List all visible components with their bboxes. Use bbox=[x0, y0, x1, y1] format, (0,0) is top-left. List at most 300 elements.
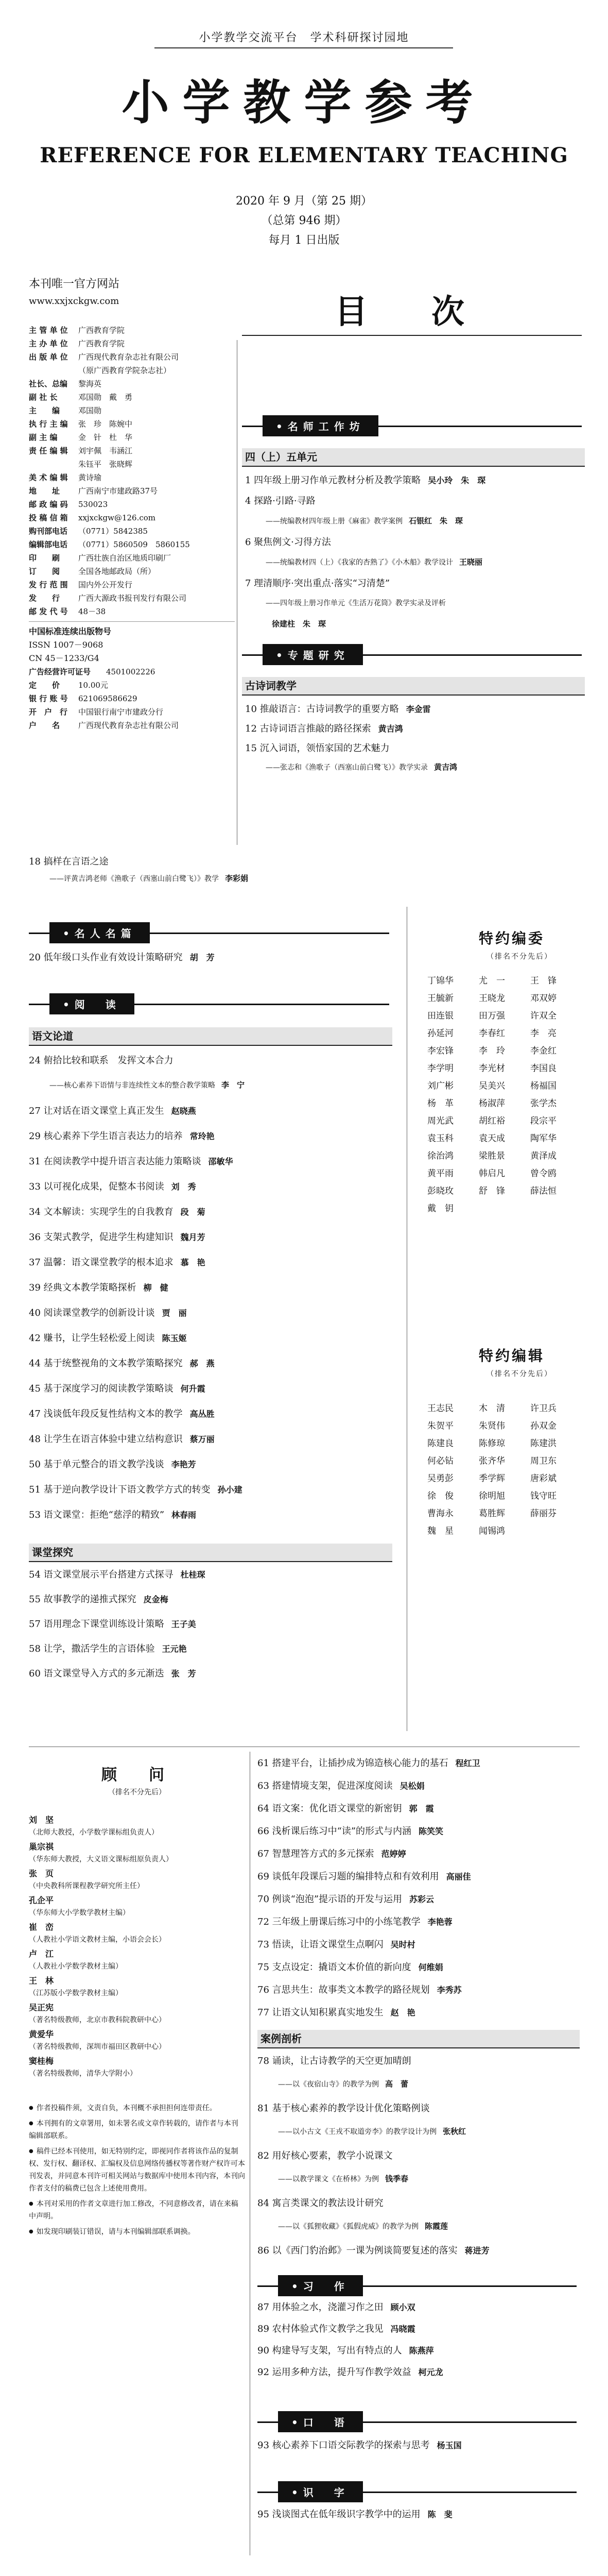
toc-item[interactable] bbox=[257, 1893, 434, 1906]
toc-item-title: 77 让语文认知积累真实地发生 bbox=[257, 2007, 384, 2018]
toc-item-author: 陈玉姬 bbox=[162, 1333, 187, 1343]
editor-name: 陈建良 bbox=[427, 1438, 454, 1449]
toc-item[interactable] bbox=[257, 1984, 462, 1997]
toc-item-title: 95 浅谈图式在低年级识字教学中的运用 bbox=[257, 2509, 421, 2520]
masthead-row bbox=[29, 404, 235, 417]
masthead-key: 责 任 编 辑 bbox=[29, 446, 68, 455]
masthead-row bbox=[29, 471, 235, 484]
toc-item-title: 63 搭建情境支架，促进深度阅读 bbox=[257, 1781, 393, 1791]
masthead-value: 张 珍 陈婉中 bbox=[78, 419, 133, 429]
bank-value: 621069586629 bbox=[78, 694, 137, 703]
toc-item[interactable] bbox=[29, 1458, 196, 1471]
toc-subtitle bbox=[49, 1079, 245, 1091]
masthead-row bbox=[29, 578, 235, 591]
bank-branch bbox=[29, 705, 235, 719]
toc-item-title: 60 语文课堂导入方式的多元渐迭 bbox=[29, 1668, 164, 1679]
editor-name: 田连银 bbox=[427, 1011, 454, 1021]
masthead-row bbox=[29, 417, 235, 431]
masthead-key: 发 行 范 围 bbox=[29, 580, 68, 589]
site-url[interactable]: www.xxjxckgw.com bbox=[29, 296, 119, 307]
editor-name: 杨福国 bbox=[530, 1081, 557, 1091]
toc-item[interactable] bbox=[257, 2197, 384, 2210]
editor-name: 王志民 bbox=[427, 1403, 454, 1414]
toc-item-title: 44 基于统整视角的文本教学策略探究 bbox=[29, 1358, 183, 1369]
toc-subtitle bbox=[278, 2078, 408, 2090]
toc-item-author: 陈笑笑 bbox=[419, 1826, 444, 1836]
masthead-key: 主 办 单 位 bbox=[29, 339, 68, 348]
editor-name: 梁胜景 bbox=[479, 1151, 505, 1161]
masthead-row bbox=[29, 484, 235, 498]
masthead-row bbox=[29, 551, 235, 565]
toc-item[interactable] bbox=[257, 1916, 453, 1929]
editor-name: 尤 一 bbox=[479, 976, 505, 986]
editor-name: 张齐华 bbox=[479, 1456, 505, 1466]
advisor-name: 巢宗祺 bbox=[29, 1842, 54, 1852]
toc-subtitle bbox=[266, 618, 326, 630]
toc-item-title: 66 浅析课后练习中“读”的形式与内涵 bbox=[257, 1826, 412, 1837]
sub-case-analysis: 案例剖析 bbox=[257, 2030, 580, 2048]
masthead-key: 主 管 单 位 bbox=[29, 326, 68, 335]
toc-item-author: 黄吉鸿 bbox=[434, 762, 458, 772]
toc-item-title: 37 温馨：语文课堂教学的根本追求 bbox=[29, 1257, 173, 1268]
editor-name: 季学辉 bbox=[479, 1473, 505, 1484]
cn-number: CN 45－1233/G4 bbox=[29, 653, 99, 663]
header-rule bbox=[154, 47, 453, 48]
masthead-key: 编辑部电话 bbox=[29, 540, 68, 549]
toc-item-title: 75 支点设定：撬语文本价值的新向度 bbox=[257, 1962, 411, 1973]
toc-item-author: 张秋红 bbox=[443, 2127, 466, 2136]
toc-item[interactable] bbox=[245, 703, 431, 716]
editor-name: 曹海永 bbox=[427, 1509, 454, 1519]
toc-item-author: 李 宁 bbox=[221, 1080, 245, 1090]
toc-item[interactable] bbox=[257, 2439, 462, 2452]
toc-item[interactable] bbox=[257, 1802, 434, 1816]
masthead-value: 广西南宁市建政路37号 bbox=[78, 486, 158, 496]
toc-item-author: 张 芳 bbox=[171, 1669, 196, 1679]
toc-item[interactable] bbox=[29, 1642, 187, 1656]
masthead-value: 全国各地邮政局（所） bbox=[78, 567, 156, 576]
banner-label: • 名师工作坊 bbox=[263, 415, 378, 436]
toc-subtitle bbox=[278, 2126, 466, 2138]
toc-item-author: 柯元龙 bbox=[418, 2367, 443, 2377]
editor-name: 李宏锋 bbox=[427, 1046, 454, 1056]
toc-item-title: 45 基于深度学习的阅读教学策略谈 bbox=[29, 1383, 173, 1394]
masthead-value: 朱钰平 张晓辉 bbox=[78, 460, 133, 469]
toc-item-author: 徐建柱 朱 琛 bbox=[272, 619, 326, 629]
toc-subtitle bbox=[266, 761, 457, 773]
toc-item[interactable] bbox=[257, 1825, 443, 1838]
masthead-row bbox=[29, 511, 235, 524]
toc-item-title: 82 用好核心要素，教学小说课文 bbox=[257, 2150, 393, 2161]
toc-subtitle-text: ——张志和《渔歌子（西塞山前白鹭飞）》教学实录 bbox=[266, 764, 428, 772]
editor-name: 张学杰 bbox=[530, 1098, 557, 1109]
masthead-value: 邓国勋 bbox=[78, 406, 102, 415]
toc-item-author: 郭 霞 bbox=[409, 1804, 434, 1814]
sub-poetry: 古诗词教学 bbox=[242, 677, 585, 696]
toc-item[interactable] bbox=[257, 1757, 480, 1770]
masthead-value: 530023 bbox=[78, 500, 108, 509]
toc-item[interactable] bbox=[257, 1961, 443, 1974]
toc-subtitle bbox=[278, 2173, 408, 2185]
editor-name: 丁锦华 bbox=[427, 976, 454, 986]
toc-item[interactable] bbox=[29, 1105, 196, 1118]
toc-item-author: 石银红 朱 琛 bbox=[409, 516, 463, 526]
toc-item[interactable] bbox=[29, 1155, 233, 1168]
special-writers-title: 特约编辑 bbox=[479, 1347, 545, 1364]
account-key: 户 名 bbox=[29, 721, 60, 730]
magazine-title-cn: 小学教学参考 bbox=[121, 75, 487, 130]
masthead-key: 社长、总编 bbox=[29, 379, 68, 388]
toc-item-author: 李艳蓉 bbox=[427, 1917, 453, 1927]
toc-item[interactable] bbox=[257, 2323, 415, 2336]
ad-license-value: 4501002226 bbox=[106, 667, 155, 676]
masthead-row bbox=[29, 391, 235, 404]
issue-date: 2020 年 9 月（第 25 期） bbox=[236, 195, 372, 208]
toc-item[interactable] bbox=[257, 2366, 443, 2379]
toc-item[interactable] bbox=[257, 2508, 453, 2521]
toc-item-title: 70 例谈“泡泡”提示语的开发与运用 bbox=[257, 1894, 403, 1905]
advisors-list bbox=[29, 1814, 245, 2081]
toc-item-title: 48 让学生在语言体验中建立结构意识 bbox=[29, 1434, 183, 1445]
banner-writing bbox=[257, 2275, 577, 2296]
toc-item[interactable] bbox=[257, 2149, 393, 2163]
banner-famous bbox=[29, 922, 389, 943]
masthead-row bbox=[29, 498, 235, 511]
toc-item[interactable] bbox=[29, 1357, 215, 1370]
masthead-value: 刘宇佩 韦涵江 bbox=[78, 446, 133, 455]
branch-key: 开 户 行 bbox=[29, 707, 68, 717]
toc-item[interactable] bbox=[29, 1332, 187, 1345]
banner-label: • 专题研究 bbox=[263, 644, 363, 665]
toc-item-title: 67 智慧理答方式的多元探索 bbox=[257, 1849, 374, 1859]
toc-subtitle-text: ——核心素养下语情与非连续性文本的整合教学策略 bbox=[49, 1081, 215, 1090]
advisor-role: （华东师大小学数学教材主编） bbox=[29, 1909, 130, 1917]
editor-name: 黄平雨 bbox=[427, 1168, 454, 1179]
toc-item-title: 10 推敲语言：古诗词教学的重要方略 bbox=[245, 704, 399, 715]
advisor-name: 吴正宪 bbox=[29, 2003, 54, 2012]
toc-item[interactable] bbox=[257, 1780, 425, 1793]
toc-item-author: 杜桂琛 bbox=[180, 1570, 205, 1580]
notice-item: ● 作者投稿件须，文责自负，本刊概不承担担何连带责任。 bbox=[29, 2102, 245, 2114]
magazine-title-en: REFERENCE FOR ELEMENTARY TEACHING bbox=[40, 143, 568, 167]
bank-account bbox=[29, 692, 235, 705]
masthead-value: 广西教育学院 bbox=[78, 339, 125, 348]
toc-item-author: 李秀苏 bbox=[437, 1985, 462, 1995]
toc-item-title: 33 以可视化成果，促整本书阅读 bbox=[29, 1181, 164, 1192]
notice-item: ● 本刊对采用的作者文章进行加工修改，不同意修改者，请在来稿中声明。 bbox=[29, 2198, 245, 2223]
editor-name: 舒 锋 bbox=[479, 1186, 505, 1196]
editor-name: 葛胜辉 bbox=[479, 1509, 505, 1519]
toc-item[interactable] bbox=[29, 855, 109, 869]
toc-item[interactable] bbox=[245, 474, 485, 487]
toc-item-title: 53 语文课堂：拒绝“慈浮的精致” bbox=[29, 1510, 165, 1520]
toc-item[interactable] bbox=[257, 1870, 471, 1884]
toc-item-title: 34 文本解读：实现学生的自我教育 bbox=[29, 1207, 173, 1217]
toc-item[interactable] bbox=[257, 1938, 415, 1952]
advisor-name: 黄爱华 bbox=[29, 2029, 54, 2039]
issue-info bbox=[0, 192, 608, 250]
toc-item-title: 20 低年级口头作业有效设计策略研究 bbox=[29, 952, 183, 963]
masthead-value: 广西教育学院 bbox=[78, 326, 125, 335]
toc-item-author: 林春雨 bbox=[171, 1510, 197, 1520]
editor-name: 周光武 bbox=[427, 1116, 454, 1126]
toc-item-title: 61 搭建平台，让插抄成为锦造核心能力的基石 bbox=[257, 1758, 448, 1769]
toc-item-author: 蔡万丽 bbox=[189, 1434, 215, 1444]
masthead-row bbox=[29, 350, 235, 364]
toc-item-title: 4 探路·引路·寻路 bbox=[245, 496, 316, 506]
toc-item-title: 76 言思共生：故事类文本教学的路径规划 bbox=[257, 1985, 430, 1995]
toc-item-author: 柳 健 bbox=[143, 1283, 168, 1293]
masthead-key: 邮 发 代 号 bbox=[29, 607, 68, 616]
toc-item-title: 7 理清顺序·突出重点·落实“习清楚” bbox=[245, 578, 390, 589]
banner-special-research bbox=[242, 644, 582, 665]
special-editors-title: 特约编委 bbox=[479, 930, 545, 947]
editor-name: 吴勇彭 bbox=[427, 1473, 454, 1484]
masthead-key: 主 编 bbox=[29, 406, 60, 415]
advisor-role: （著名特级教师，深圳市福田区教研中心） bbox=[29, 2043, 166, 2051]
editor-name: 徐明旭 bbox=[479, 1491, 505, 1501]
toc-item-author: 高丽佳 bbox=[446, 1872, 471, 1882]
sub-unit-five: 四（上）五单元 bbox=[242, 448, 585, 467]
toc-item[interactable] bbox=[29, 1618, 196, 1631]
masthead-key: 出 版 单 位 bbox=[29, 352, 68, 362]
toc-item[interactable] bbox=[29, 1667, 196, 1681]
toc-item[interactable] bbox=[257, 2301, 415, 2314]
toc-item[interactable] bbox=[257, 2102, 430, 2115]
advisors-title: 顾 问 bbox=[101, 1766, 172, 1784]
masthead-row bbox=[29, 524, 235, 538]
editor-name: 李金红 bbox=[530, 1046, 557, 1056]
toc-item-title: 54 语文课堂展示平台搭建方式探寻 bbox=[29, 1569, 173, 1580]
toc-item-title: 1 四年级上册习作单元教材分析及教学策略 bbox=[245, 475, 421, 486]
editor-name: 黄泽成 bbox=[530, 1151, 557, 1161]
tagline: 小学教学交流平台 学术科研探讨园地 bbox=[199, 31, 409, 44]
masthead-divider bbox=[29, 621, 235, 622]
toc-subtitle bbox=[266, 556, 482, 568]
advisor-role: （江苏版小学数学教材主编） bbox=[29, 1989, 123, 1997]
account-name bbox=[29, 719, 235, 732]
toc-item[interactable] bbox=[29, 951, 215, 964]
toc-item[interactable] bbox=[245, 577, 390, 590]
banner-oral bbox=[257, 2411, 577, 2432]
toc-item-title: 92 运用多种方法，提升写作教学效益 bbox=[257, 2367, 411, 2378]
masthead bbox=[29, 276, 235, 732]
editor-name: 徐 俊 bbox=[427, 1491, 454, 1501]
editor-name: 闻锡鸿 bbox=[479, 1526, 505, 1536]
toc-item[interactable] bbox=[245, 536, 331, 549]
toc-item[interactable] bbox=[29, 1054, 173, 1067]
masthead-value: xxjxckgw@126.com bbox=[78, 513, 156, 522]
toc-item[interactable] bbox=[29, 1231, 205, 1244]
advisor-role: （著名特级教师，北京市教科院教研中心） bbox=[29, 2016, 166, 2024]
editor-name: 李 玲 bbox=[479, 1046, 505, 1056]
masthead-row bbox=[29, 431, 235, 444]
toc-subtitle bbox=[266, 515, 463, 527]
advisor-role: （著名特级教师，清华大学附小） bbox=[29, 2070, 137, 2078]
toc-item-author: 胡 芳 bbox=[189, 953, 215, 962]
toc-item-author: 贾 丽 bbox=[162, 1308, 187, 1318]
masthead-row bbox=[29, 538, 235, 551]
editor-name: 许双全 bbox=[530, 1011, 557, 1021]
masthead-value: 黎海英 bbox=[78, 379, 102, 388]
toc-item[interactable] bbox=[29, 1307, 187, 1320]
toc-item-author: 慕 艳 bbox=[180, 1258, 205, 1267]
editor-name: 薛丽芬 bbox=[530, 1509, 557, 1519]
masthead-value: 黄诗瑜 bbox=[78, 473, 102, 482]
masthead-key: 美 术 编 辑 bbox=[29, 473, 68, 482]
advisor-name: 王 林 bbox=[29, 1976, 54, 1986]
toc-subtitle-text: ——以小古文《王戎不取道旁李》的教学设计为例 bbox=[278, 2128, 437, 2136]
masthead-row bbox=[29, 565, 235, 578]
editor-name: 杨淑萍 bbox=[479, 1098, 505, 1109]
toc-item[interactable] bbox=[29, 1130, 215, 1143]
toc-subtitle-text: ——以教学课文《在桥林》为例 bbox=[278, 2175, 379, 2183]
toc-item[interactable] bbox=[257, 1848, 406, 1861]
editor-name: 李光材 bbox=[479, 1063, 505, 1074]
toc-item-author: 赵 艳 bbox=[390, 2008, 415, 2018]
advisor-name: 张 页 bbox=[29, 1869, 54, 1878]
toc-item-title: 64 语文案：优化语文课堂的新密钥 bbox=[257, 1803, 402, 1814]
toc-item-title: 93 核心素养下口语交际教学的探索与思考 bbox=[257, 2440, 430, 2451]
toc-item-author: 孙小建 bbox=[217, 1485, 242, 1495]
toc-item[interactable] bbox=[257, 2006, 415, 2020]
advisor-name: 孔企平 bbox=[29, 1895, 54, 1905]
toc-item-author: 何维娟 bbox=[418, 1962, 443, 1972]
editor-name: 吴美兴 bbox=[479, 1081, 505, 1091]
editor-name: 田万强 bbox=[479, 1011, 505, 1021]
toc-item-author: 王元艳 bbox=[162, 1644, 187, 1654]
banner-label: • 名人名篇 bbox=[49, 922, 150, 943]
toc-item[interactable] bbox=[257, 2244, 490, 2258]
toc-item[interactable] bbox=[29, 1483, 242, 1497]
toc-item-title: 47 浅谈低年段反复性结构文本的教学 bbox=[29, 1409, 183, 1419]
editor-name: 王毓新 bbox=[427, 993, 454, 1004]
toc-item-title: 27 让对话在语文课堂上真正发生 bbox=[29, 1106, 164, 1116]
special-writers-names bbox=[427, 1401, 582, 1538]
masthead-value: 广西大源政书报刊发行有限公司 bbox=[78, 594, 187, 603]
banner-reading bbox=[29, 993, 389, 1014]
masthead-key: 购刊部电话 bbox=[29, 527, 68, 536]
toc-item-title: 78 诵读，让古诗教学的天空更加晴朗 bbox=[257, 2056, 411, 2066]
toc-item[interactable] bbox=[257, 2055, 411, 2068]
toc-item-title: 24 俯拾比较和联系 发挥文本合力 bbox=[29, 1055, 173, 1066]
advisors-note: （排名不分先后） bbox=[108, 1788, 166, 1797]
special-writers-note: （排名不分先后） bbox=[487, 1370, 552, 1378]
toc-subtitle-text: ——四年级上册习作单元《生活万花筒》教学实录及评析 bbox=[266, 599, 446, 607]
masthead-row bbox=[29, 377, 235, 391]
toc-item-title: 50 基于单元整合的语文教学浅谈 bbox=[29, 1459, 164, 1470]
toc-item-author: 邵敏华 bbox=[208, 1157, 233, 1166]
toc-item[interactable] bbox=[29, 1433, 215, 1446]
toc-item[interactable] bbox=[29, 1180, 196, 1194]
toc-item-author: 吴小玲 朱 琛 bbox=[428, 476, 486, 485]
toc-item[interactable] bbox=[29, 1509, 196, 1522]
toc-item-title: 55 故事教学的递推式探究 bbox=[29, 1594, 136, 1605]
toc-item-title: 6 聚焦例文·习得方法 bbox=[245, 537, 331, 548]
toc-item[interactable] bbox=[257, 2344, 434, 2358]
toc-item[interactable] bbox=[29, 1206, 205, 1219]
toc-item[interactable] bbox=[245, 495, 316, 508]
toc-subtitle-text: ——统编教材四年级上册《麻雀》教学案例 bbox=[266, 517, 403, 526]
toc-item-title: 73 悟读，让语文课堂生点啊闪 bbox=[257, 1939, 384, 1950]
toc-item[interactable] bbox=[245, 722, 403, 736]
masthead-key: 邮 政 编 码 bbox=[29, 500, 68, 509]
toc-item-author: 常玲艳 bbox=[189, 1131, 215, 1141]
masthead-key: 订 阅 bbox=[29, 567, 60, 576]
editor-name: 孙双金 bbox=[530, 1421, 557, 1431]
toc-item[interactable] bbox=[245, 742, 390, 755]
toc-item-title: 69 谈低年段课后习题的编排特点和有效利用 bbox=[257, 1871, 439, 1882]
price-value: 10.00元 bbox=[78, 681, 108, 690]
masthead-key bbox=[29, 364, 78, 377]
issn: ISSN 1007－9068 bbox=[29, 640, 103, 650]
toc-item-author: 冯晓霞 bbox=[390, 2324, 415, 2334]
notice-item: ● 本刊拥有的文章署用，如未署名或文章作转载的，请作者与本刊编辑部联系。 bbox=[29, 2117, 245, 2142]
toc-item-title: 90 构建导写支架，写出有特点的人 bbox=[257, 2345, 402, 2356]
toc-item[interactable] bbox=[29, 1281, 168, 1295]
masthead-row bbox=[29, 337, 235, 350]
masthead-row bbox=[29, 324, 235, 337]
editor-name: 何必钻 bbox=[427, 1456, 454, 1466]
special-editors-note: （排名不分先后） bbox=[487, 953, 552, 961]
advisor-name: 窦桂梅 bbox=[29, 2056, 54, 2066]
masthead-key: 地 址 bbox=[29, 486, 60, 496]
toc-item-author: 赵晓燕 bbox=[171, 1106, 196, 1116]
toc-item[interactable] bbox=[29, 1408, 215, 1421]
advisor-role: （人教社小学语文教材主编，小语会会长） bbox=[29, 1936, 166, 1944]
banner-label: • 阅 读 bbox=[49, 993, 134, 1014]
toc-item-author: 郝 燕 bbox=[189, 1359, 215, 1368]
ad-license-key: 广告经营许可证号 bbox=[29, 667, 91, 676]
toc-item-title: 15 沉入词语，领悟家国的艺术魅力 bbox=[245, 743, 390, 754]
issue-frequency: 每月 1 日出版 bbox=[268, 234, 340, 247]
advisor-name: 刘 坚 bbox=[29, 1815, 54, 1825]
editor-name: 徐治鸿 bbox=[427, 1151, 454, 1161]
toc-item-author: 段 菊 bbox=[180, 1207, 205, 1217]
masthead-value: 国内外公开发行 bbox=[78, 580, 133, 589]
banner-label: • 习 作 bbox=[278, 2275, 363, 2296]
notices bbox=[29, 2102, 245, 2241]
editor-name: 唐彩斌 bbox=[530, 1473, 557, 1484]
masthead-key bbox=[29, 457, 78, 471]
editor-name: 孙延河 bbox=[427, 1028, 454, 1039]
editor-name: 陈修琼 bbox=[479, 1438, 505, 1449]
banner-master-workshop bbox=[242, 415, 582, 436]
toc-item-author: 钱季春 bbox=[385, 2174, 409, 2183]
toc-item-title: 81 基于核心素养的教学设计优化策略例谈 bbox=[257, 2103, 430, 2114]
editor-name: 陈建洪 bbox=[530, 1438, 557, 1449]
masthead-key: 副 主 编 bbox=[29, 433, 58, 442]
toc-rule bbox=[242, 335, 582, 336]
toc-item[interactable] bbox=[29, 1593, 168, 1606]
toc-item[interactable] bbox=[29, 1256, 205, 1269]
toc-item-author: 杨玉国 bbox=[437, 2441, 462, 2450]
editor-name: 刘广彬 bbox=[427, 1081, 454, 1091]
toc-item[interactable] bbox=[29, 1382, 205, 1396]
advisor-role: （人教社小学数学教材主编） bbox=[29, 1962, 123, 1971]
editor-name: 段宗平 bbox=[530, 1116, 557, 1126]
sub-discourse: 语文论道 bbox=[29, 1027, 392, 1046]
toc-item-title: 36 支架式教学，促进学生构建知识 bbox=[29, 1232, 173, 1243]
editor-name: 朱贤伟 bbox=[479, 1421, 505, 1431]
masthead-key: 执 行 主 编 bbox=[29, 419, 68, 429]
toc-item-author: 李彩娟 bbox=[225, 874, 249, 883]
masthead-value: 48－38 bbox=[78, 607, 106, 616]
toc-item[interactable] bbox=[29, 1568, 205, 1582]
ad-license bbox=[29, 665, 235, 679]
toc-item-author: 高丛胜 bbox=[189, 1409, 215, 1419]
toc-item-author: 高 蕾 bbox=[385, 2079, 409, 2089]
